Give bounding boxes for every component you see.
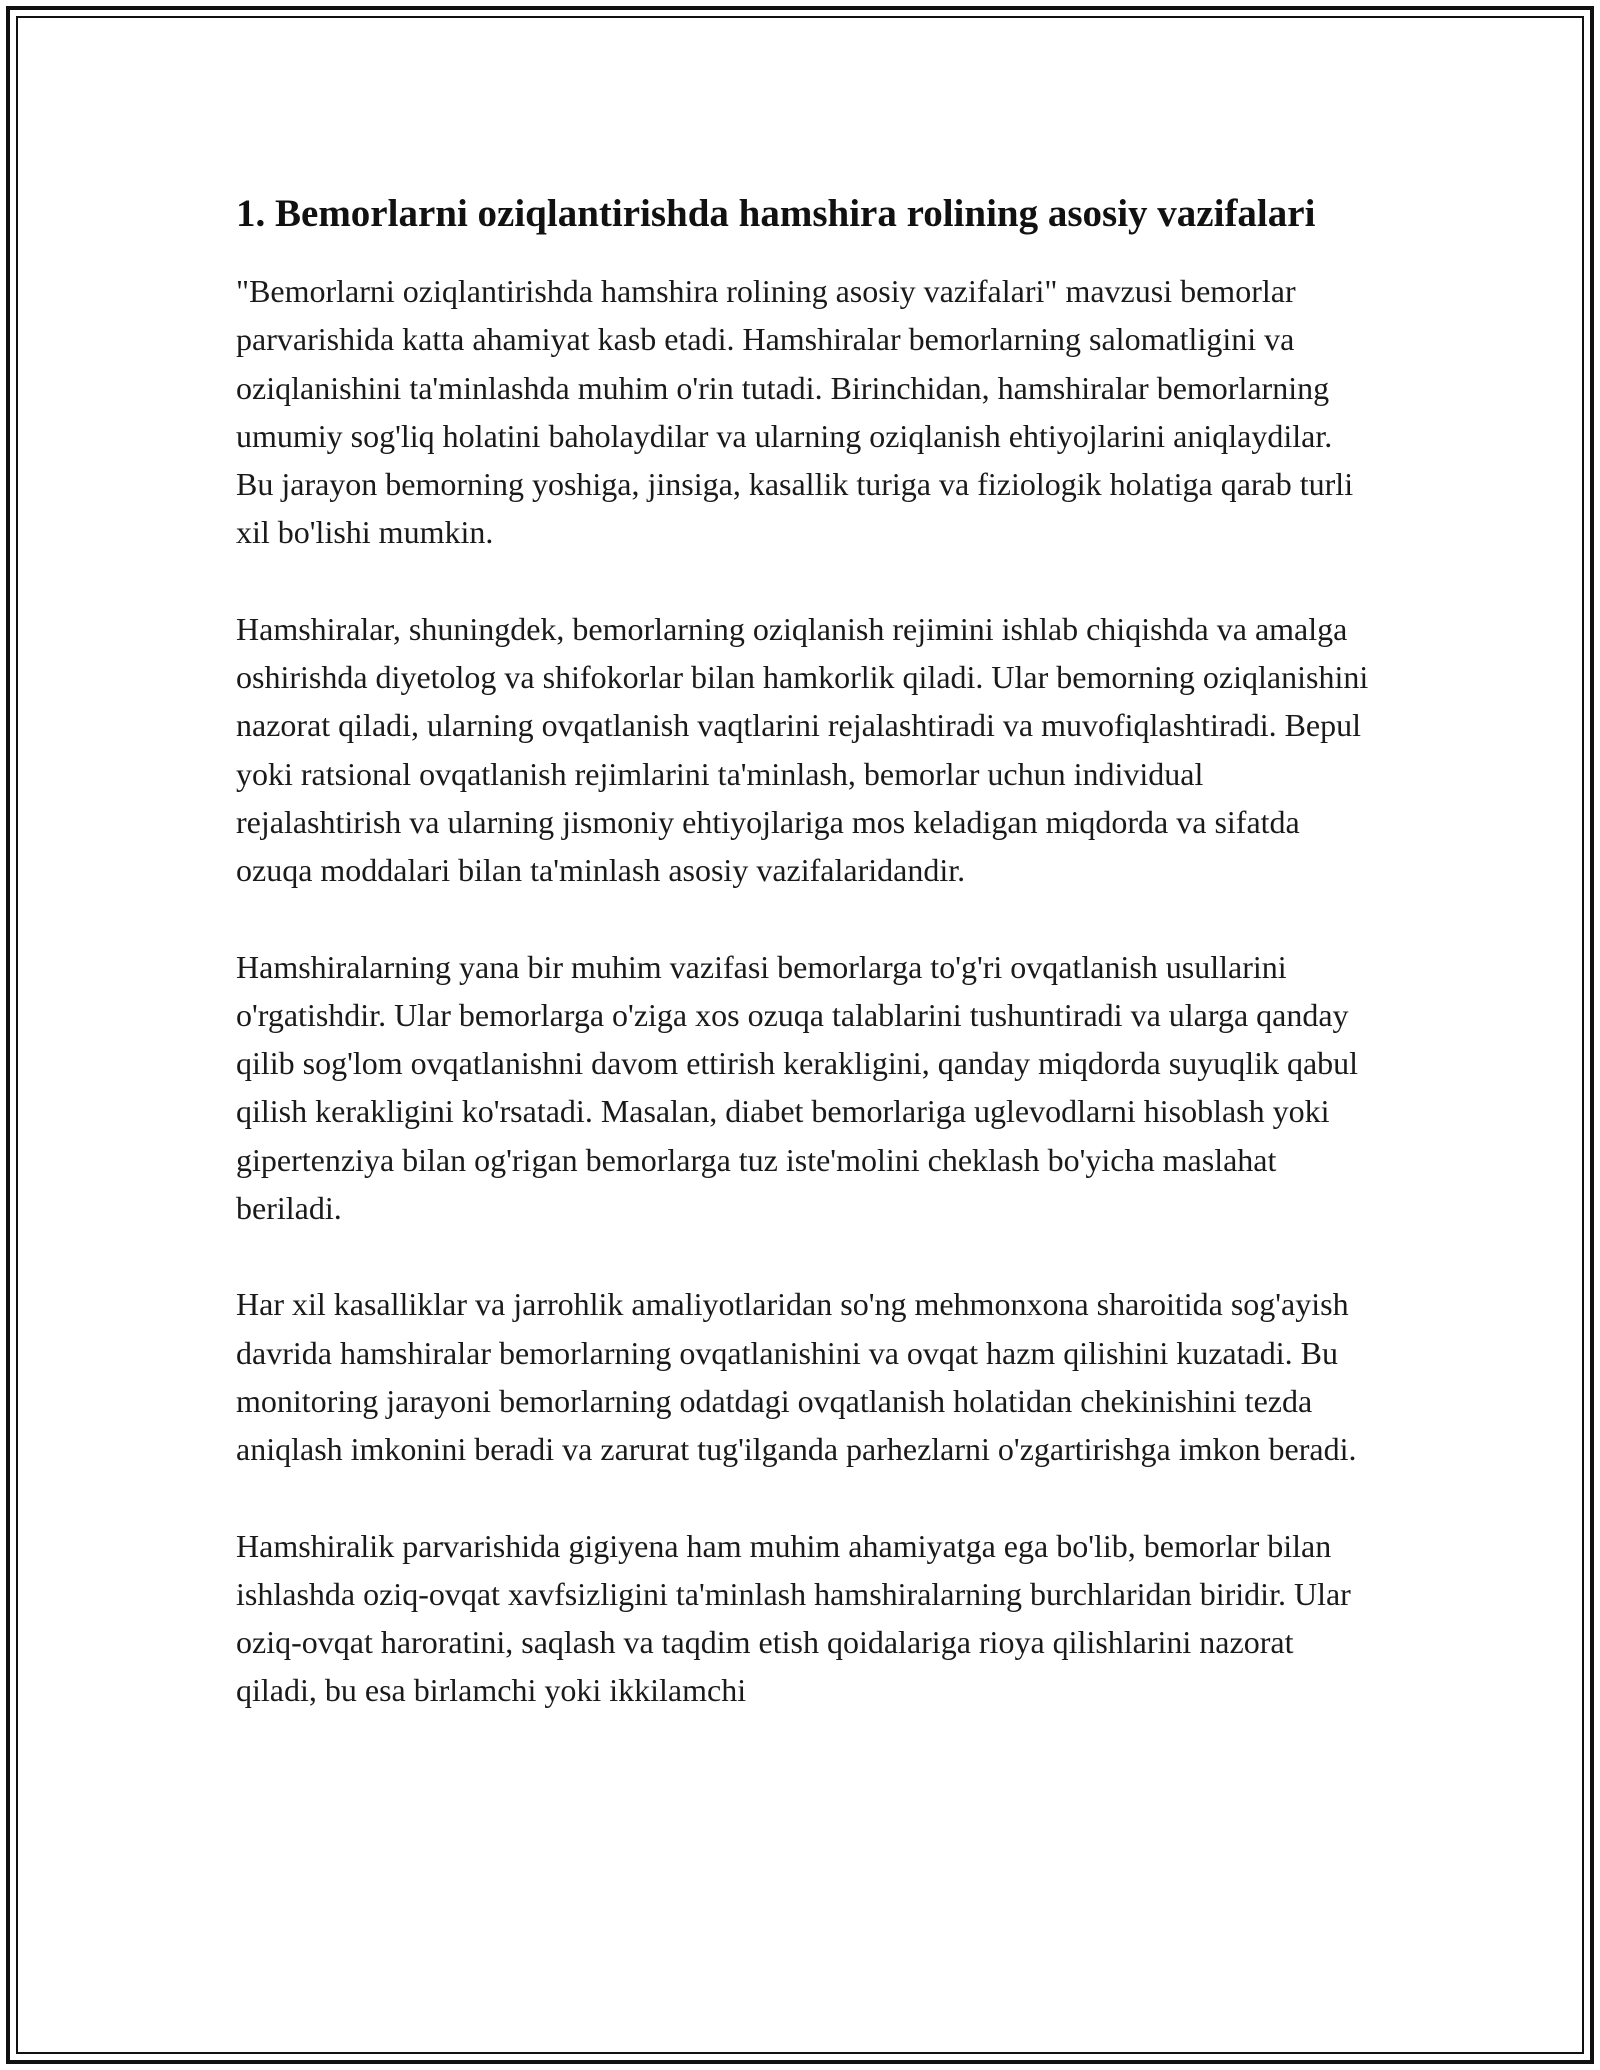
paragraph-3: Hamshiralarning yana bir muhim vazifasi bemorlarga to'g'ri ovqatlanish usullarini o'rgatishdir. Ular bemorlarga o'ziga xos ozuqa talablarini tushuntiradi va ularga qanday qilib sog'lom ovqatlanishni davom ettirish kerakligini, qanday miqdorda suyuqlik qabul qilish kerakligini ko'rsatadi. Masalan, diabet bemorlariga uglevodlarni hisoblash yoki gipertenziya bilan og'rigan bemorlarga tuz iste'molini cheklash bo'yicha maslahat beriladi.: [236, 948, 1359, 1227]
paragraph-5: Hamshiralik parvarishida gigiyena ham muhim ahamiyatga ega bo'lib, bemorlar bilan ishlashda oziq-ovqat xavfsizligini ta'minlash hamshiralarning burchlaridan biridir. Ular oziq-ovqat haroratini, saqlash va taqdim etish qoidalariga rioya qilishlarini nazorat qiladi, bu esa birlamchi yoki ikkilamchi: [236, 1527, 1351, 1709]
paragraph-2: Hamshiralar, shuningdek, bemorlarning oziqlanish rejimini ishlab chiqishda va amalga oshirishda diyetolog va shifokorlar bilan hamkorlik qiladi. Ular bemorning oziqlanishini nazorat qiladi, ularning ovqatlanish vaqtlarini rejalashtiradi va muvofiqlashtiradi. Bepul yoki ratsional ovqatlanish rejimlarini ta'minlash, bemorlar uchun individual rejalashtirish va ularning jismoniy ehtiyojlariga mos keladigan miqdorda va sifatda ozuqa moddalari bilan ta'minlash asosiy vazifalaridandir.: [236, 610, 1369, 889]
document-body: [236, 186, 1376, 1763]
section-title: 1. Bemorlarni oziqlantirishda hamshira rolining asosiy vazifalari: [236, 192, 1316, 235]
paragraph-4: Har xil kasalliklar va jarrohlik amaliyotlaridan so'ng mehmonxona sharoitida sog'ayish davrida hamshiralar bemorlarning ovqatlanishini va ovqat hazm qilishini kuzatadi. Bu monitoring jarayoni bemorlarning odatdagi ovqatlanish holatidan chekinishini tezda aniqlash imkonini beradi va zarurat tug'ilganda parhezlarni o'zgartirishga imkon beradi.: [236, 1286, 1357, 1468]
paragraph-1: "Bemorlarni oziqlantirishda hamshira rolining asosiy vazifalari" mavzusi bemorlar parvarishida katta ahamiyat kasb etadi. Hamshiralar bemorlarning salomatligini va oziqlanishini ta'minlashda muhim o'rin tutadi. Birinchidan, hamshiralar bemorlarning umumiy sog'liq holatini baholaydilar va ularning oziqlanish ehtiyojlarini aniqlaydilar. Bu jarayon bemorning yoshiga, jinsiga, kasallik turiga va fiziologik holatiga qarab turli xil bo'lishi mumkin.: [236, 273, 1354, 551]
